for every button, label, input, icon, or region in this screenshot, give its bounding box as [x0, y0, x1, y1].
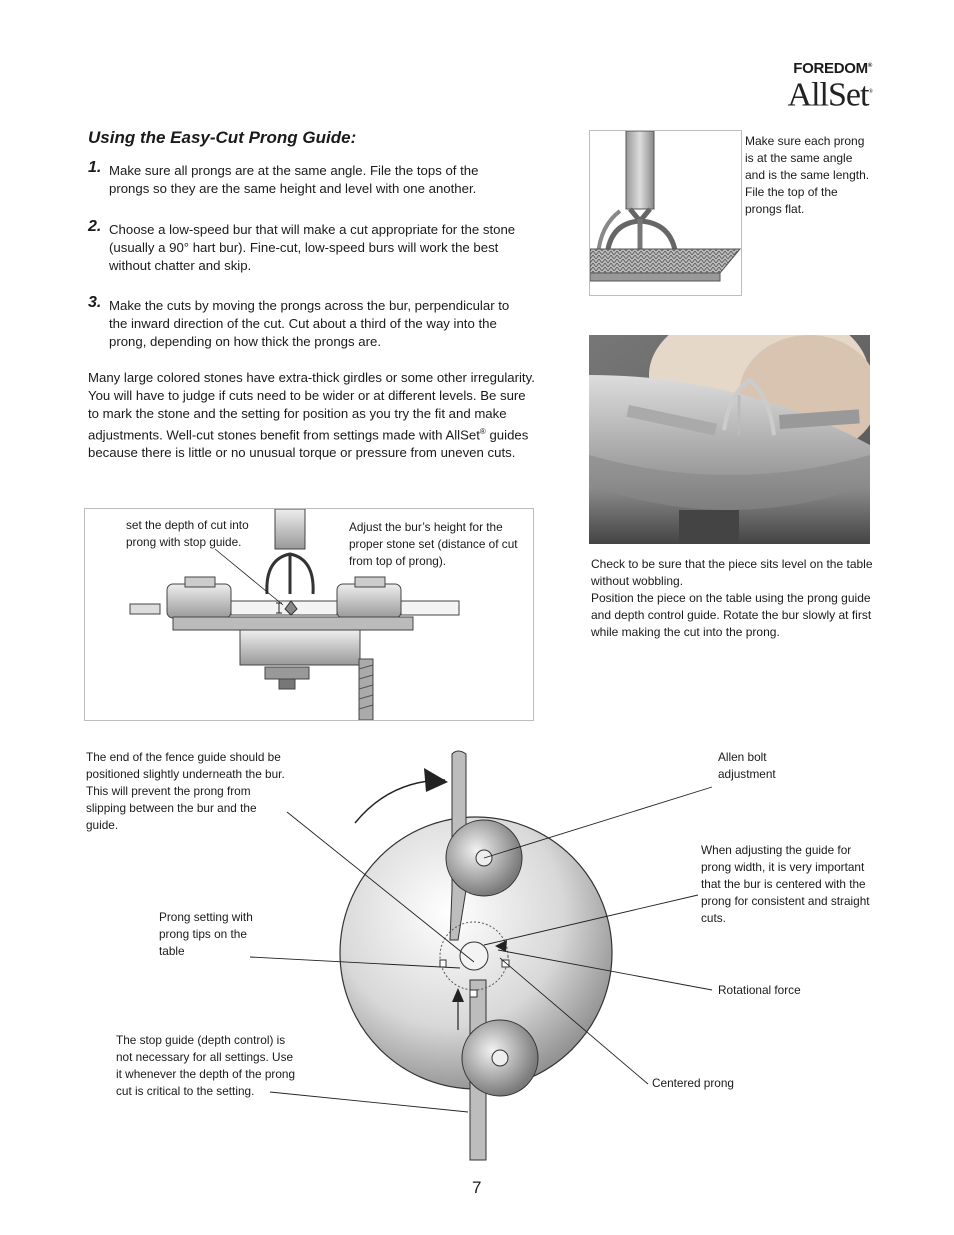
level-check-caption: Check to be sure that the piece sits level on the table without wobbling. Position the piece on the table using the prong guide and depth control guide. Rotate the bur slowly at first while making the cut into the prong. — [591, 557, 873, 639]
fence-guide-label: The end of the fence guide should be positioned slightly underneath the bur. This will prevent the prong from slipping between the bur and the guide. — [86, 750, 285, 832]
brand-name: FOREDOM® — [793, 60, 872, 77]
step-2: 2. Choose a low-speed bur that will make a cut appropriate for the stone (usually a 90° hart bur). Fine-cut, low-speed burs will work the best without chatter and skip. — [88, 218, 516, 273]
level-check-illustration — [589, 335, 870, 544]
prong-setting-label: Prong setting with prong tips on the table — [159, 910, 253, 958]
step-3: 3. Make the cuts by moving the prongs across the bur, perpendicular to the inward direction of the cut. Cut about a third of the way into the prong, depending on how thick the prongs are. — [88, 294, 510, 349]
stop-guide-label: set the depth of cut into prong with stop guide. — [126, 518, 249, 549]
prong-file-caption: Make sure each prong is at the same angle and is the same length. File the top of the prongs flat. — [745, 134, 870, 216]
adjusting-guide-label: When adjusting the guide for prong width, it is very important that the bur is centered with the prong for consistent and straight cuts. — [701, 843, 870, 925]
stop-guide-depth-label: The stop guide (depth control) is not necessary for all settings. Use it whenever the depth of the prong cut is critical to the setting. — [116, 1033, 296, 1098]
page-number: 7 — [472, 1178, 482, 1197]
level-check-photo — [589, 335, 870, 544]
rotational-force-label: Rotational force — [718, 983, 801, 997]
product-logo: AllSet® — [787, 76, 872, 114]
centered-prong — [460, 942, 488, 970]
prong-file-figure — [589, 130, 742, 296]
allen-bolt-label: Allen bolt adjustment — [718, 750, 776, 781]
prong-file-illustration — [590, 131, 741, 295]
bur-height-label: Adjust the bur’s height for the proper stone set (distance of cut from top of prong). — [349, 520, 518, 568]
centered-prong-label: Centered prong — [652, 1076, 734, 1090]
brand-logo — [787, 60, 872, 114]
cross-section-figure — [84, 508, 534, 721]
step-1: 1. Make sure all prongs are at the same angle. File the tops of the prongs so they are the same height and level with one another. — [88, 159, 479, 196]
body-paragraph: Many large colored stones have extra-thick girdles or some other irregularity. You will have to judge if cuts need to be wider or at different levels. Be sure to mark the stone and the setting for position as you try the fit and make adjustments. Well-cut stones benefit from settings made with AllSet® guides because there is little or no unusual torque or pressure from uneven cuts. — [88, 370, 535, 461]
section-title: Using the Easy-Cut Prong Guide: — [88, 128, 357, 147]
